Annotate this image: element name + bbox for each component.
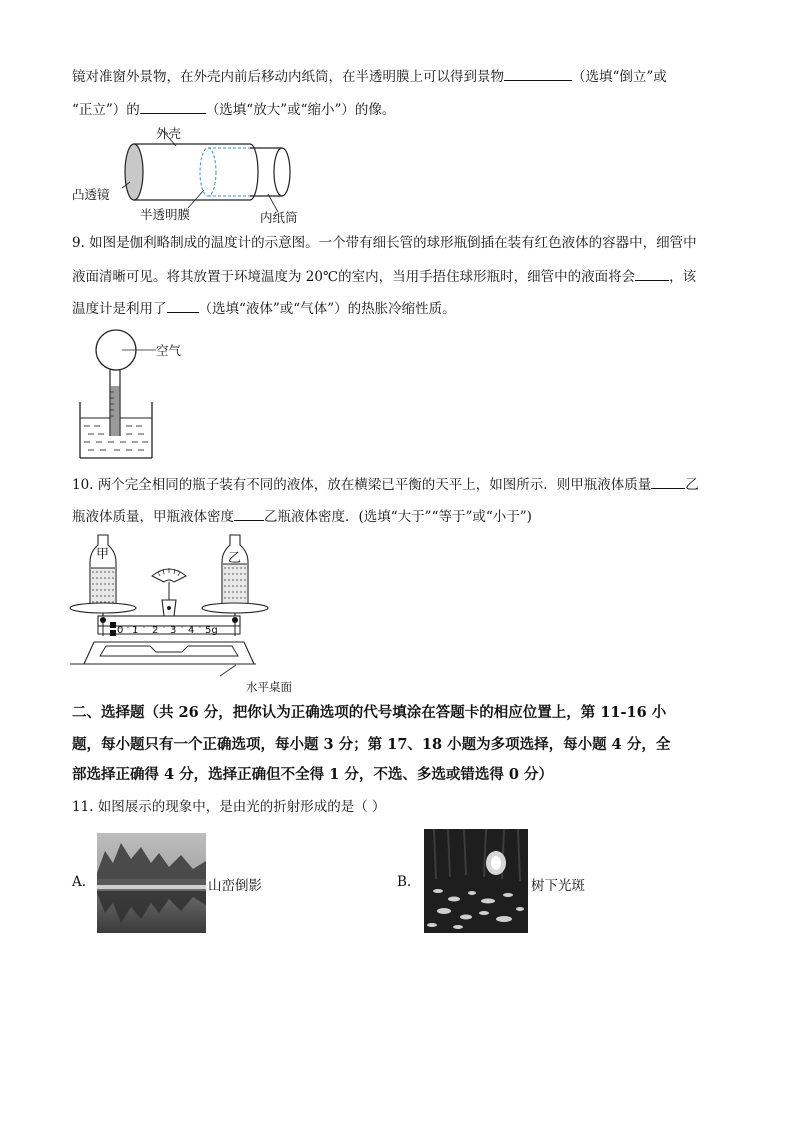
q8-text: （选填“放大”或“缩小”）的像。 [205, 102, 396, 118]
q9-text: 温度计是利用了 [72, 301, 167, 317]
answer-blank[interactable] [504, 66, 572, 81]
q10-line-1 [72, 474, 699, 495]
q9-text: ，该 [669, 269, 697, 285]
q9-line-1: 9. 如图是伽利略制成的温度计的示意图。一个带有细长管的球形瓶倒插在装有红色液体的容器中，细管中 [72, 235, 697, 251]
q8-line-2 [72, 99, 395, 120]
q10-text: 10. 两个完全相同的瓶子装有不同的液体，放在横梁已平衡的天平上，如图所示．则甲瓶液体质量 [72, 477, 652, 493]
q9-line-3 [72, 298, 456, 319]
tree-light-spots-photo [424, 829, 528, 933]
q10-line-2 [72, 506, 532, 527]
q8-text: “正立”）的 [72, 102, 140, 118]
scale-mark: 1 [132, 625, 139, 636]
scale-mark: 5g [205, 625, 218, 636]
label-inner-tube: 内纸筒 [260, 210, 298, 225]
q10-text: 瓶液体质量，甲瓶液体密度 [72, 509, 234, 525]
answer-blank[interactable] [651, 474, 685, 489]
label-bottle-jia: 甲 [96, 547, 110, 562]
q9-line-2 [72, 266, 696, 287]
section-2-heading-line-3: 部选择正确得 4 分，选择正确但不全得 1 分，不选、多选或错选得 0 分） [72, 766, 554, 783]
option-b-letter[interactable]: B. [397, 874, 412, 890]
q11-stem: 11. 如图展示的现象中，是由光的折射形成的是（ ） [72, 799, 386, 815]
q9-text: （选填“液体”或“气体”）的热胀冷缩性质。 [198, 301, 456, 317]
option-a-letter[interactable]: A. [72, 874, 87, 890]
q10-text: 乙 [685, 477, 699, 493]
mountain-reflection-photo [97, 833, 206, 933]
label-convex-lens: 凸透镜 [72, 187, 110, 202]
option-b-caption: 树下光斑 [531, 878, 585, 894]
option-a-caption: 山峦倒影 [208, 878, 262, 894]
label-level-table: 水平桌面 [246, 680, 292, 694]
answer-blank[interactable] [167, 298, 199, 313]
section-2-heading-line-2: 题，每小题只有一个正确选项，每小题 3 分；第 17、18 小题为多项选择，每小题 4 分，全 [72, 736, 671, 753]
scale-mark: 3 [170, 625, 177, 636]
label-translucent-film: 半透明膜 [140, 207, 191, 222]
q8-text: 镜对准窗外景物，在外壳内前后移动内纸筒，在半透明膜上可以得到景物 [72, 69, 504, 85]
answer-blank[interactable] [234, 506, 264, 521]
label-air: 空气 [156, 343, 182, 358]
q8-text: （选填“倒立”或 [572, 69, 667, 85]
answer-blank[interactable] [140, 99, 206, 114]
q8-line-1 [72, 66, 667, 87]
q10-text: 乙瓶液体密度．(选填“大于”“等于”或“小于”) [264, 509, 532, 525]
scale-mark: 2 [152, 625, 159, 636]
section-2-heading-line-1: 二、选择题（共 26 分，把你认为正确选项的代号填涂在答题卡的相应位置上，第 11-16 小 [72, 704, 667, 721]
scale-mark: 4 [188, 625, 195, 636]
scale-mark: 0 [117, 625, 124, 636]
label-bottle-yi: 乙 [228, 551, 242, 566]
q9-text: 液面清晰可见。将其放置于环境温度为 20℃的室内，当用手捂住球形瓶时，细管中的液面将会 [72, 269, 636, 285]
answer-blank[interactable] [635, 266, 669, 281]
label-outer-shell: 外壳 [156, 126, 182, 141]
